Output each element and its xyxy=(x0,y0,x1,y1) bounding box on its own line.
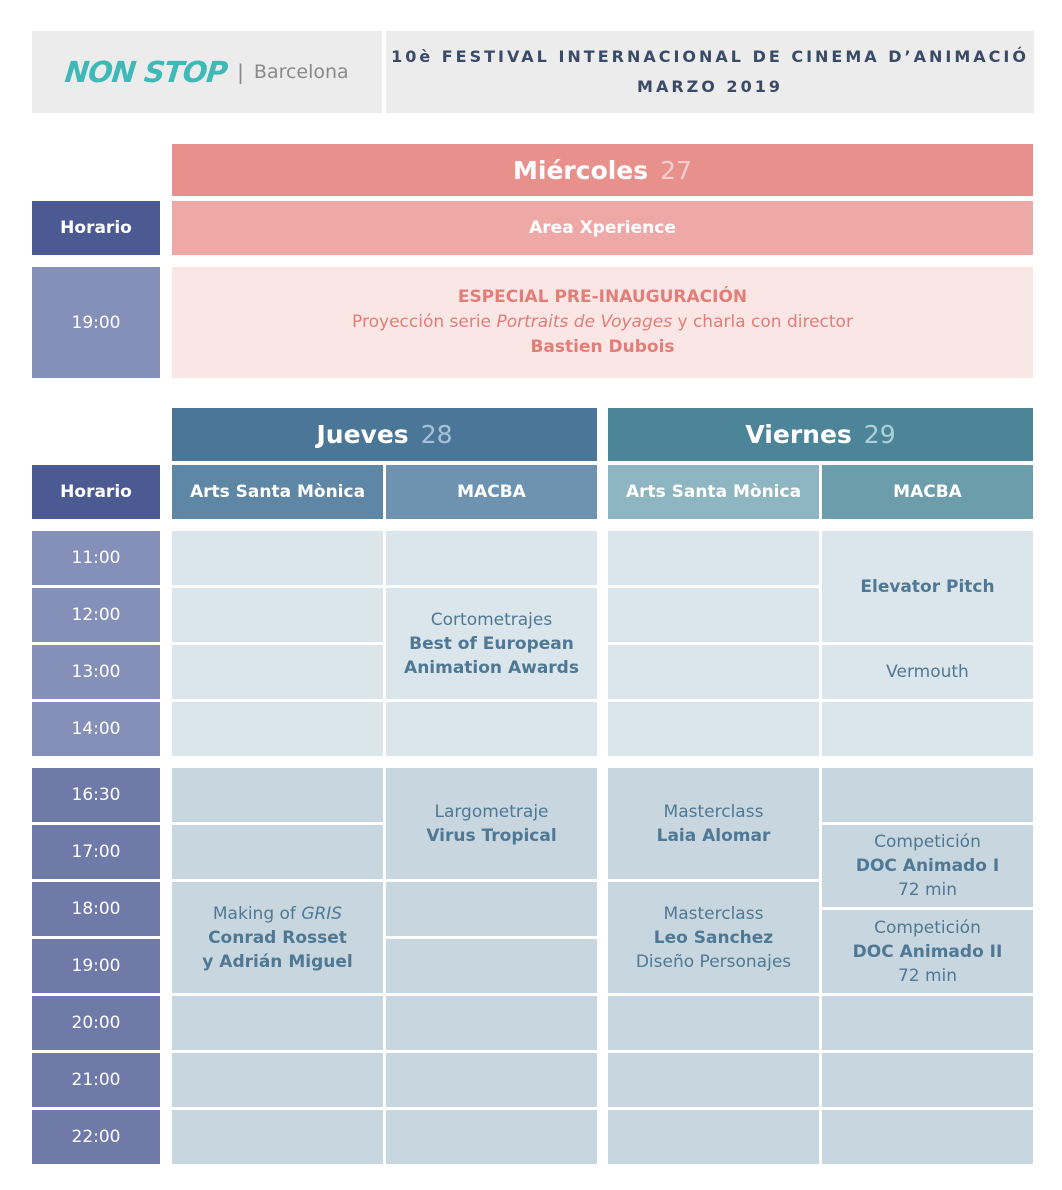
empty-slot xyxy=(822,768,1033,822)
event-label: Competición xyxy=(874,917,981,938)
empty-slot xyxy=(608,1053,819,1107)
day-number: 29 xyxy=(863,420,896,449)
event-pre-inauguracion xyxy=(172,267,1033,378)
festival-date: MARZO 2019 xyxy=(637,77,783,96)
day-header-wednesday xyxy=(172,144,1033,196)
event-director: Bastien Dubois xyxy=(530,337,675,357)
event-making-of-gris xyxy=(172,882,383,993)
empty-slot xyxy=(386,1110,597,1164)
event-doc-animado-2 xyxy=(822,910,1033,993)
empty-slot xyxy=(608,1110,819,1164)
logo-city: Barcelona xyxy=(253,61,349,83)
empty-slot xyxy=(386,882,597,936)
event-masterclass-laia xyxy=(608,768,819,879)
event-title: Leo Sanchez xyxy=(653,927,774,948)
event-title: Laia Alomar xyxy=(656,825,771,846)
time-slot: 19:00 xyxy=(32,267,160,378)
empty-slot xyxy=(172,702,383,756)
empty-slot xyxy=(386,531,597,585)
empty-slot xyxy=(608,588,819,642)
empty-slot xyxy=(172,645,383,699)
festival-title: 10è FESTIVAL INTERNACIONAL DE CINEMA D’ANIMACIÓ xyxy=(391,47,1029,66)
empty-slot xyxy=(172,1110,383,1164)
day-name: Miércoles xyxy=(513,155,649,185)
time-slot: 16:30 xyxy=(32,768,160,822)
day-number: 28 xyxy=(420,420,453,449)
time-slot: 11:00 xyxy=(32,531,160,585)
empty-slot xyxy=(822,1110,1033,1164)
event-label: Making of GRIS xyxy=(212,903,343,924)
empty-slot xyxy=(822,1053,1033,1107)
event-title: Virus Tropical xyxy=(426,825,557,846)
day-header-thursday xyxy=(172,408,597,461)
venue-fri-macba: MACBA xyxy=(822,465,1033,519)
empty-slot xyxy=(822,702,1033,756)
event-title: Conrad Rosset xyxy=(208,927,347,948)
nonstop-logo: NON STOP xyxy=(63,55,229,89)
event-title: Best of European Animation Awards xyxy=(404,633,579,678)
event-title: Elevator Pitch xyxy=(860,576,995,597)
event-title: y Adrián Miguel xyxy=(202,951,353,972)
empty-slot xyxy=(386,702,597,756)
empty-slot xyxy=(822,996,1033,1050)
empty-slot xyxy=(172,531,383,585)
logo-separator: | xyxy=(237,60,244,84)
time-slot: 19:00 xyxy=(32,939,160,993)
event-label: Cortometrajes xyxy=(430,609,553,630)
venue-fri-arts-santa-monica: Arts Santa Mònica xyxy=(608,465,819,519)
venue-thu-arts-santa-monica: Arts Santa Mònica xyxy=(172,465,383,519)
time-slot: 21:00 xyxy=(32,1053,160,1107)
empty-slot xyxy=(608,531,819,585)
event-vermouth xyxy=(822,645,1033,699)
empty-slot xyxy=(386,939,597,993)
event-label: Competición xyxy=(874,832,981,852)
event-description: Proyección serie Portraits de Voyages y charla con director xyxy=(352,312,853,332)
day-name: Jueves xyxy=(316,420,409,449)
empty-slot xyxy=(608,645,819,699)
event-duration: 72 min xyxy=(897,880,958,900)
time-slot: 14:00 xyxy=(32,702,160,756)
empty-slot xyxy=(386,1053,597,1107)
time-slot: 13:00 xyxy=(32,645,160,699)
event-title: DOC Animado I xyxy=(855,856,1000,876)
time-slot: 12:00 xyxy=(32,588,160,642)
event-label: Vermouth xyxy=(886,662,969,682)
empty-slot xyxy=(172,825,383,879)
event-label: Masterclass xyxy=(663,903,764,924)
time-slot: 20:00 xyxy=(32,996,160,1050)
venue-area-xperience: Area Xperience xyxy=(172,201,1033,255)
day-name: Viernes xyxy=(745,420,852,449)
event-title: DOC Animado II xyxy=(852,941,1003,962)
time-slot: 22:00 xyxy=(32,1110,160,1164)
day-header-friday xyxy=(608,408,1033,461)
empty-slot xyxy=(172,768,383,822)
time-slot: 17:00 xyxy=(32,825,160,879)
empty-slot xyxy=(608,702,819,756)
event-label: Largometraje xyxy=(434,801,549,822)
empty-slot xyxy=(172,1053,383,1107)
horario-label: Horario xyxy=(32,465,160,519)
time-slot: 18:00 xyxy=(32,882,160,936)
event-best-of-european xyxy=(386,588,597,699)
empty-slot xyxy=(608,996,819,1050)
event-label: Masterclass xyxy=(663,801,764,822)
festival-panel xyxy=(386,31,1034,113)
event-virus-tropical xyxy=(386,768,597,879)
logo-panel xyxy=(32,31,382,113)
venue-thu-macba: MACBA xyxy=(386,465,597,519)
event-masterclass-leo xyxy=(608,882,819,993)
event-doc-animado-1 xyxy=(822,825,1033,907)
empty-slot xyxy=(386,996,597,1050)
event-subtitle: Diseño Personajes xyxy=(635,951,792,972)
day-number: 27 xyxy=(660,155,692,185)
event-duration: 72 min xyxy=(897,965,958,986)
empty-slot xyxy=(172,588,383,642)
event-elevator-pitch xyxy=(822,531,1033,642)
event-title: ESPECIAL PRE-INAUGURACIÓN xyxy=(457,287,748,307)
empty-slot xyxy=(172,996,383,1050)
horario-label: Horario xyxy=(32,201,160,255)
